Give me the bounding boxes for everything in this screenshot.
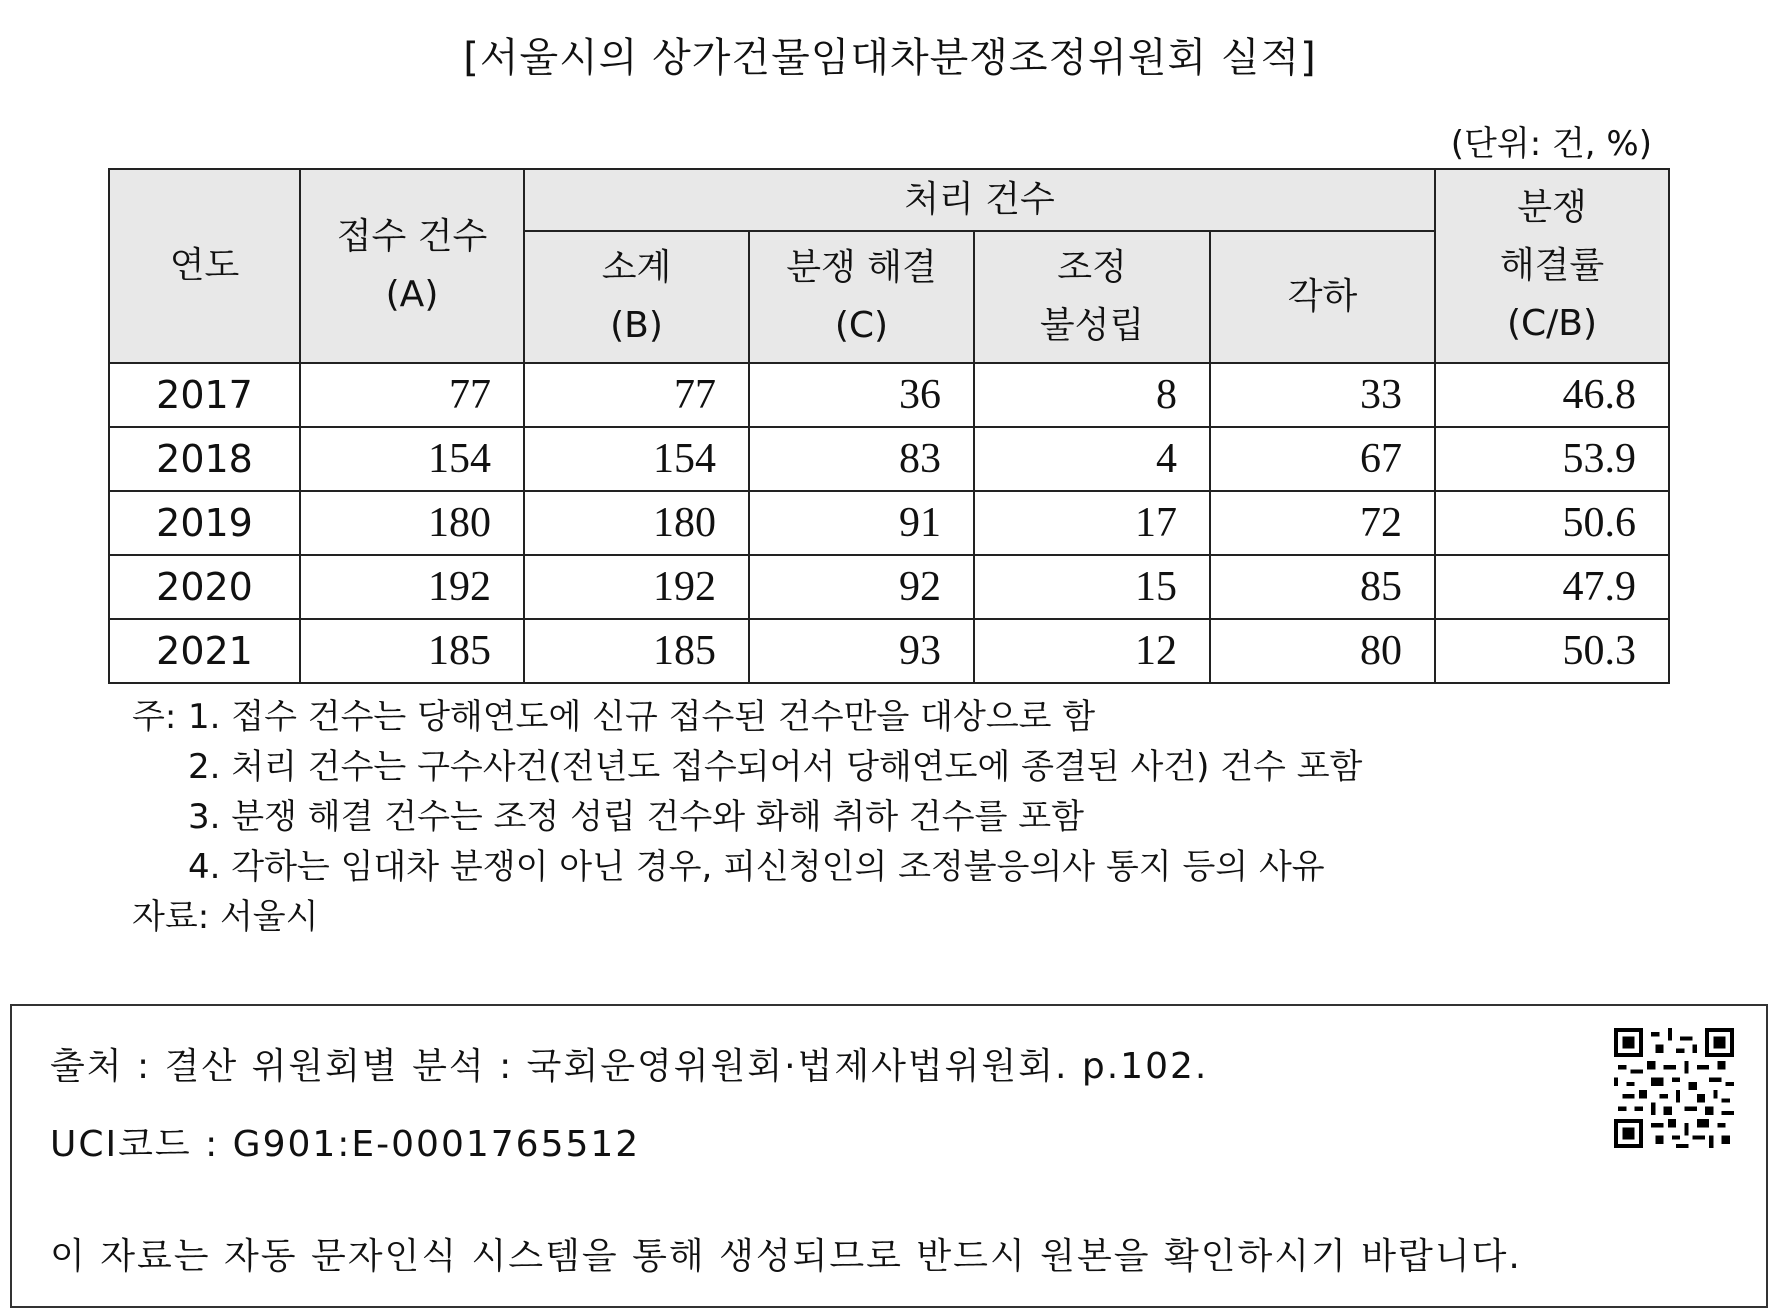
cell-rate: 50.6 (1435, 491, 1669, 555)
cell-received: 192 (300, 555, 524, 619)
note-item (132, 792, 1362, 842)
cell-failed: 12 (974, 619, 1210, 683)
cell-year: 2021 (109, 619, 300, 683)
table-row (109, 363, 1669, 427)
table-row (109, 555, 1669, 619)
cell-subtotal: 154 (524, 427, 749, 491)
cell-resolved: 92 (749, 555, 974, 619)
cell-failed: 4 (974, 427, 1210, 491)
cell-year: 2020 (109, 555, 300, 619)
cell-dismissed: 85 (1210, 555, 1435, 619)
cell-year: 2018 (109, 427, 300, 491)
table-row (109, 491, 1669, 555)
cell-subtotal: 180 (524, 491, 749, 555)
cell-year: 2017 (109, 363, 300, 427)
ocr-disclaimer: 이 자료는 자동 문자인식 시스템을 통해 생성되므로 반드시 원본을 확인하시기 바랍니다. (50, 1236, 1522, 1277)
table-notes (132, 692, 1362, 942)
cell-failed: 17 (974, 491, 1210, 555)
header-resolved: 분쟁 해결 (C) (749, 231, 974, 363)
source-box (10, 1004, 1768, 1308)
cell-subtotal: 192 (524, 555, 749, 619)
note-item (132, 742, 1362, 792)
cell-subtotal: 77 (524, 363, 749, 427)
cell-resolved: 93 (749, 619, 974, 683)
page-title: [서울시의 상가건물임대차분쟁조정위원회 실적] (463, 35, 1317, 81)
header-subtotal: 소계 (B) (524, 231, 749, 363)
cell-resolved: 83 (749, 427, 974, 491)
cell-subtotal: 185 (524, 619, 749, 683)
note-text: 4. 각하는 임대차 분쟁이 아닌 경우, 피신청인의 조정불응의사 통지 등의 사유 (188, 847, 1325, 887)
cell-received: 180 (300, 491, 524, 555)
cell-dismissed: 72 (1210, 491, 1435, 555)
citation-text: 출처 : 결산 위원회별 분석 : 국회운영위원회·법제사법위원회. p.102. (50, 1046, 1209, 1087)
cell-received: 185 (300, 619, 524, 683)
table-row (109, 619, 1669, 683)
note-prefix: 주: (132, 697, 177, 737)
note-text: 1. 접수 건수는 당해연도에 신규 접수된 건수만을 대상으로 함 (188, 697, 1096, 737)
cell-rate: 53.9 (1435, 427, 1669, 491)
cell-dismissed: 33 (1210, 363, 1435, 427)
cell-year: 2019 (109, 491, 300, 555)
cell-rate: 47.9 (1435, 555, 1669, 619)
cell-resolved: 36 (749, 363, 974, 427)
header-year: 연도 (109, 169, 300, 363)
table-row (109, 427, 1669, 491)
cell-rate: 50.3 (1435, 619, 1669, 683)
stats-table (108, 168, 1670, 684)
header-rate: 분쟁 해결률 (C/B) (1435, 169, 1669, 363)
cell-rate: 46.8 (1435, 363, 1669, 427)
header-failed: 조정 불성립 (974, 231, 1210, 363)
cell-failed: 15 (974, 555, 1210, 619)
note-text: 3. 분쟁 해결 건수는 조정 성립 건수와 화해 취하 건수를 포함 (188, 797, 1084, 837)
cell-dismissed: 67 (1210, 427, 1435, 491)
header-dismissed: 각하 (1210, 231, 1435, 363)
unit-label: (단위: 건, %) (1450, 124, 1652, 164)
cell-failed: 8 (974, 363, 1210, 427)
uci-code: UCI코드 : G901:E-0001765512 (50, 1124, 641, 1165)
cell-received: 154 (300, 427, 524, 491)
cell-received: 77 (300, 363, 524, 427)
qr-code-icon[interactable] (1614, 1028, 1734, 1148)
cell-dismissed: 80 (1210, 619, 1435, 683)
cell-resolved: 91 (749, 491, 974, 555)
note-item (132, 692, 1362, 742)
data-source: 자료: 서울시 (132, 897, 319, 937)
note-text: 2. 처리 건수는 구수사건(전년도 접수되어서 당해연도에 종결된 사건) 건수 포함 (188, 747, 1363, 787)
note-item (132, 842, 1362, 892)
header-processed: 처리 건수 (524, 169, 1435, 231)
header-received: 접수 건수 (A) (300, 169, 524, 363)
